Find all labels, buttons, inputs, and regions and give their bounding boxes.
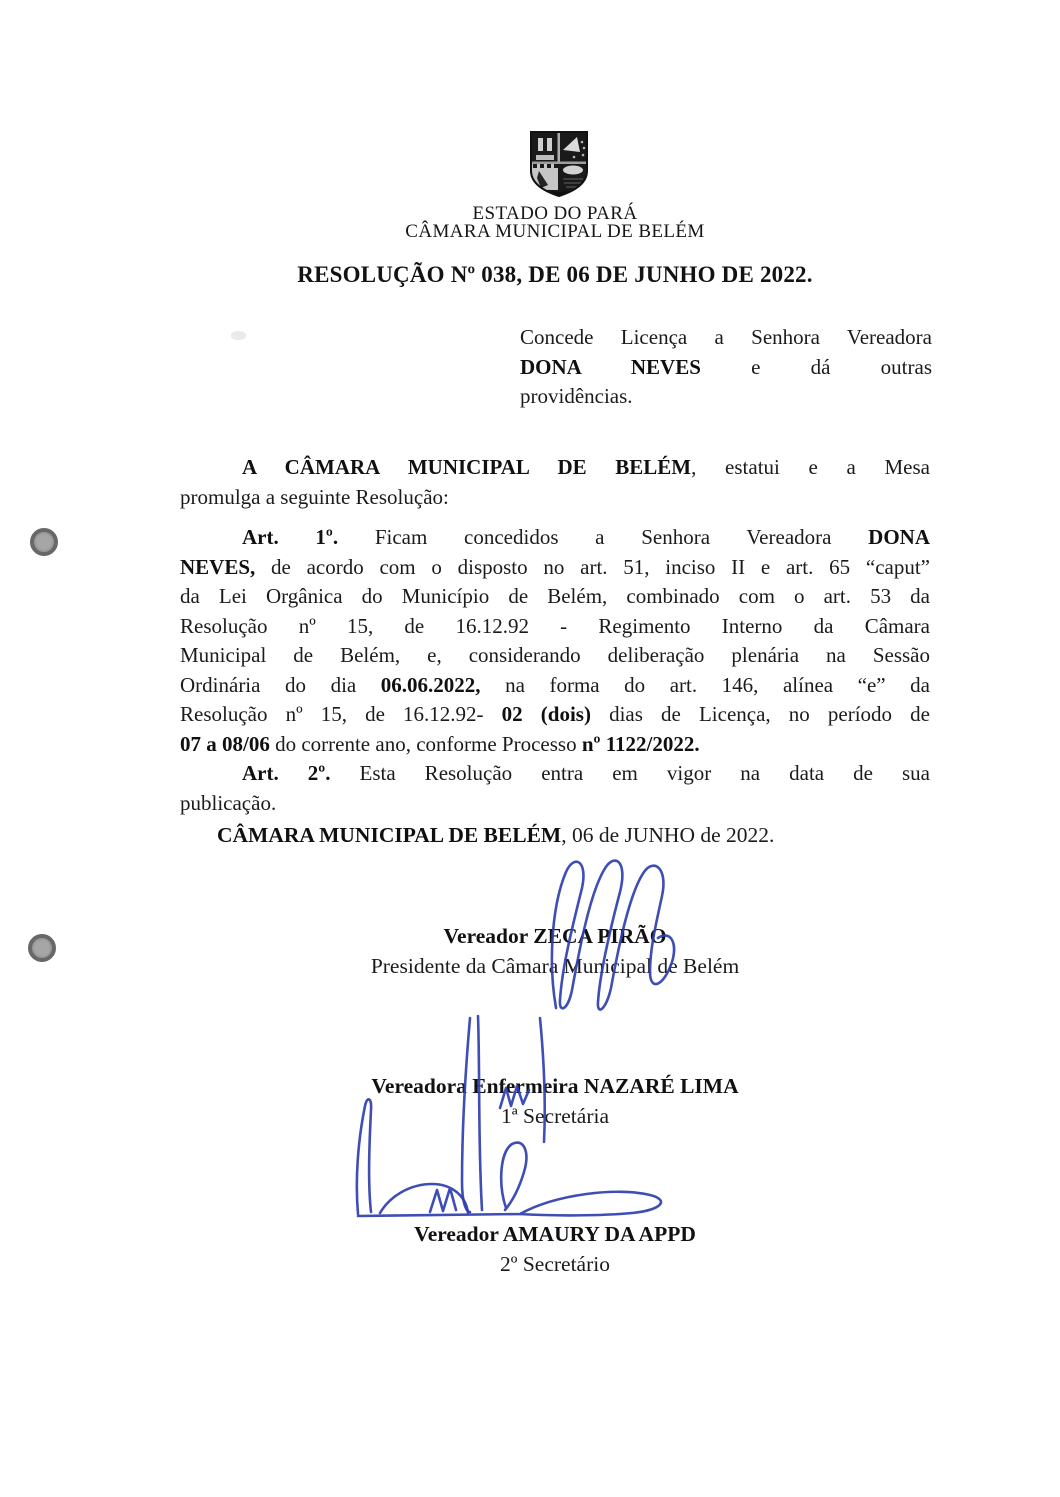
signature-block-second-secretary xyxy=(180,1219,930,1279)
signer-role: 1ª Secretária xyxy=(501,1104,609,1128)
signer-role: 2º Secretário xyxy=(500,1252,610,1276)
signature-block-first-secretary xyxy=(180,1071,930,1131)
coat-of-arms-icon xyxy=(530,131,588,197)
article-2-paragraph: Art. 2º. Esta Resolução entra em vigor na data de sua publicação. xyxy=(180,761,930,815)
article-1-paragraph: Art. 1º. Ficam concedidos a Senhora Vereadora DONA NEVES, de acordo com o disposto no art. 51, inciso II e art. 65 “caput” da Lei Orgânica do Município de Belém, combinado com o art. 53 da Resolução nº 15, de 16.12.92 - Regimento Interno da Câmara Municipal de Belém, e, considerando deliberação plenária na Sessão Ordinária do dia 06.06.2022, na forma do art. 146, alínea “e” da Resolução nº 15, de 16.12.92- 02 (dois) dias de Licença, no período de 07 a 08/06 do corrente ano, conforme Processo nº 1122/2022. xyxy=(180,525,930,756)
resolution-title: RESOLUÇÃO Nº 038, DE 06 DE JUNHO DE 2022. xyxy=(297,262,813,287)
signer-role: Presidente da Câmara Municipal de Belém xyxy=(370,954,740,978)
signer-name: Vereador AMAURY DA APPD xyxy=(414,1222,696,1246)
state-name: ESTADO DO PARÁ xyxy=(472,203,638,224)
hole-punch-top xyxy=(30,528,58,556)
signature-block-president xyxy=(180,921,930,981)
summary-paragraph: Concede Licença a Senhora Vereadora DONA NEVES e dá outras providências. xyxy=(520,325,932,408)
dateline: CÂMARA MUNICIPAL DE BELÉM, 06 de JUNHO de 2022. xyxy=(217,823,775,847)
preamble-paragraph: A CÂMARA MUNICIPAL DE BELÉM, estatui e a Mesa promulga a seguinte Resolução: xyxy=(180,455,930,509)
hole-punch-bottom xyxy=(28,934,56,962)
signer-name: Vereador ZECA PIRÃO xyxy=(443,924,667,948)
municipality-name: CÂMARA MUNICIPAL DE BELÉM xyxy=(405,221,705,242)
scan-smudge xyxy=(231,331,246,340)
signer-name: Vereadora Enfermeira NAZARÉ LIMA xyxy=(371,1074,739,1098)
